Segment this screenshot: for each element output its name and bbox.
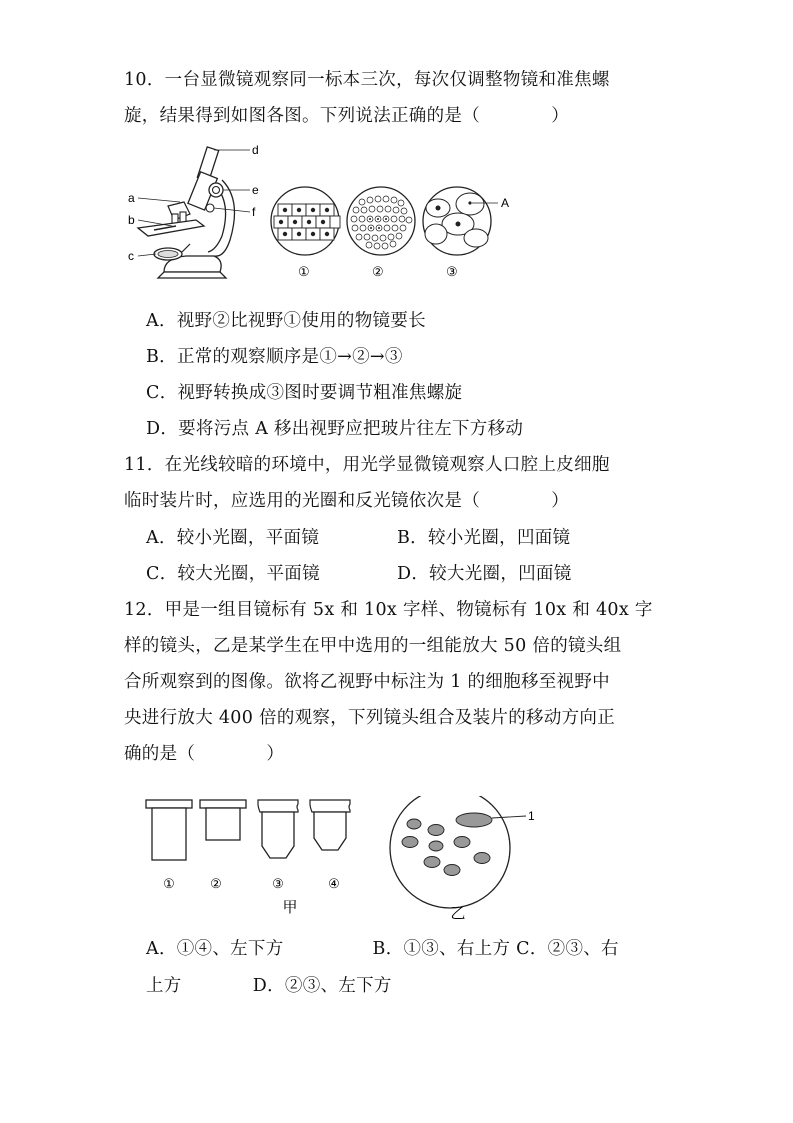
field-label-2: ② <box>372 264 384 279</box>
q12-stem-line4: 央进行放大 400 倍的观察，下列镜头组合及装片的移动方向正 <box>124 708 616 728</box>
field-2 <box>347 187 415 255</box>
lenses-figure <box>140 796 370 926</box>
field-1 <box>271 187 340 255</box>
microscope-label-a: a <box>128 191 135 205</box>
q11-option-d: D．较大光圈，凹面镜 <box>397 564 572 584</box>
lens-label-1: ① <box>163 876 175 891</box>
q12-options-line2: 上方 D．②③、左下方 <box>146 976 392 996</box>
q12-stem-line3: 合所观察到的图像。欲将乙视野中标注为 1 的细胞移至视野中 <box>124 672 610 692</box>
field-label-1: ① <box>298 264 310 279</box>
cell-label-1: 1 <box>528 809 535 823</box>
fields-of-view-figure <box>268 184 518 284</box>
q10-stem-line1: 10．一台显微镜观察同一标本三次，每次仅调整物镜和准焦螺 <box>124 70 610 90</box>
figure-yi-label: 乙 <box>450 905 466 922</box>
q12-stem-line5: 确的是（ ） <box>124 744 285 764</box>
figure-jia-label: 甲 <box>282 899 298 916</box>
microscope-label-f: f <box>252 205 256 219</box>
q12-stem-line2: 样的镜头，乙是某学生在甲中选用的一组能放大 50 倍的镜头组 <box>124 636 622 656</box>
stain-label-a: A <box>501 196 510 210</box>
q12-options-line1: A．①④、左下方 B．①③、右上方 C．②③、右 <box>146 939 619 959</box>
yi-field-figure <box>384 796 554 926</box>
q11-option-a: A．较小光圈，平面镜 <box>146 528 320 548</box>
microscope-label-d: d <box>252 143 259 157</box>
lens-label-3: ③ <box>272 876 284 891</box>
q10-option-a: A．视野②比视野①使用的物镜要长 <box>146 311 426 331</box>
field-3 <box>423 187 498 255</box>
q10-option-b: B．正常的观察顺序是①→②→③ <box>146 347 403 367</box>
q10-option-c: C．视野转换成③图时要调节粗准焦螺旋 <box>146 383 463 403</box>
q12-stem-line1: 12．甲是一组目镜标有 5x 和 10x 字样、物镜标有 10x 和 40x 字 <box>124 600 653 620</box>
q10-option-d: D．要将污点 A 移出视野应把玻片往左下方移动 <box>146 419 524 439</box>
lens-label-2: ② <box>210 876 222 891</box>
q10-stem-line2: 旋，结果得到如图各图。下列说法正确的是（ ） <box>124 106 569 126</box>
q11-option-c: C．较大光圈，平面镜 <box>146 564 320 584</box>
field-label-3: ③ <box>446 264 458 279</box>
lens-label-4: ④ <box>328 876 340 891</box>
microscope-label-e: e <box>252 183 259 197</box>
microscope-figure <box>124 140 264 285</box>
q11-option-b: B．较小光圈，凹面镜 <box>397 528 571 548</box>
q11-stem-line1: 11．在光线较暗的环境中，用光学显微镜观察人口腔上皮细胞 <box>124 455 610 475</box>
microscope-label-c: c <box>128 249 134 263</box>
microscope-label-b: b <box>128 213 135 227</box>
q11-stem-line2: 临时装片时，应选用的光圈和反光镜依次是（ ） <box>124 491 569 511</box>
